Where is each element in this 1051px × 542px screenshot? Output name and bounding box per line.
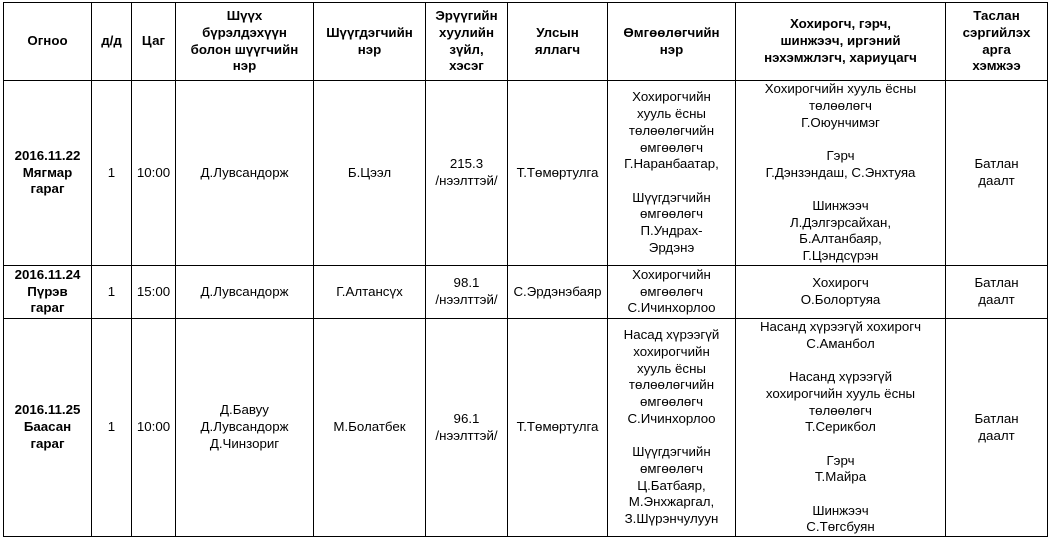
preventive-measure: Батлан даалт (946, 266, 1048, 319)
header-time: Цаг (132, 3, 176, 81)
prosecutor: Т.Төмөртулга (508, 319, 608, 537)
header-judges: Шүүх бүрэлдэхүүн болон шүүгчийн нэр (176, 3, 314, 81)
court-schedule-table (3, 2, 1048, 537)
hearing-time: 10:00 (132, 81, 176, 266)
defenders: Насад хүрээгүй хохирогчийн хууль ёсны төлөөлөгчийн өмгөөлөгч С.Ичинхорлоо Шүүгдэгчийн өмгөөлөгч Ц.Батбаяр, М.Энхжаргал, З.Шүрэнчулуун (608, 319, 736, 537)
table-row (4, 81, 1048, 266)
judges: Д.Бавуу Д.Лувсандорж Д.Чинзориг (176, 319, 314, 537)
judges: Д.Лувсандорж (176, 266, 314, 319)
header-participants: Хохирогч, гэрч, шинжээч, иргэний нэхэмжлэгч, хариуцагч (736, 3, 946, 81)
header-article: Эрүүгийн хуулийн зүйл, хэсэг (426, 3, 508, 81)
participants: Насанд хүрээгүй хохирогч С.Аманбол Насанд хүрээгүй хохирогчийн хууль ёсны төлөөлөгч Т.Серикбол Гэрч Т.Майра Шинжээч С.Төгсбуян (736, 319, 946, 537)
hearing-date: 2016.11.25 Баасан гараг (4, 319, 92, 537)
defenders: Хохирогчийн өмгөөлөгч С.Ичинхорлоо (608, 266, 736, 319)
prosecutor: С.Эрдэнэбаяр (508, 266, 608, 319)
table-row (4, 319, 1048, 537)
table-row (4, 266, 1048, 319)
hearing-time: 15:00 (132, 266, 176, 319)
participants: Хохирогч О.Болортуяа (736, 266, 946, 319)
header-defender: Өмгөөлөгчийн нэр (608, 3, 736, 81)
hearing-date: 2016.11.24 Пүрэв гараг (4, 266, 92, 319)
criminal-article: 96.1 /нээлттэй/ (426, 319, 508, 537)
header-prosecutor: Улсын яллагч (508, 3, 608, 81)
defenders: Хохирогчийн хууль ёсны төлөөлөгчийн өмгөөлөгч Г.Наранбаатар, Шүүгдэгчийн өмгөөлөгч П.Ундрах- Эрдэнэ (608, 81, 736, 266)
judges: Д.Лувсандорж (176, 81, 314, 266)
defendant: М.Болатбек (314, 319, 426, 537)
case-number: 1 (92, 319, 132, 537)
criminal-article: 215.3 /нээлттэй/ (426, 81, 508, 266)
participants: Хохирогчийн хууль ёсны төлөөлөгч Г.Оюунчимэг Гэрч Г.Дэнзэндаш, С.Энхтуяа Шинжээч Л.Дэлгэрсайхан, Б.Алтанбаяр, Г.Цэндсүрэн (736, 81, 946, 266)
header-number: д/д (92, 3, 132, 81)
case-number: 1 (92, 81, 132, 266)
defendant: Г.Алтансүх (314, 266, 426, 319)
prosecutor: Т.Төмөртулга (508, 81, 608, 266)
criminal-article: 98.1 /нээлттэй/ (426, 266, 508, 319)
preventive-measure: Батлан даалт (946, 319, 1048, 537)
header-defendant: Шүүгдэгчийн нэр (314, 3, 426, 81)
header-date: Огноо (4, 3, 92, 81)
defendant: Б.Цээл (314, 81, 426, 266)
hearing-date: 2016.11.22 Мягмар гараг (4, 81, 92, 266)
hearing-time: 10:00 (132, 319, 176, 537)
case-number: 1 (92, 266, 132, 319)
preventive-measure: Батлан даалт (946, 81, 1048, 266)
header-preventive-measure: Таслан сэргийлэх арга хэмжээ (946, 3, 1048, 81)
table-header-row (4, 3, 1048, 81)
